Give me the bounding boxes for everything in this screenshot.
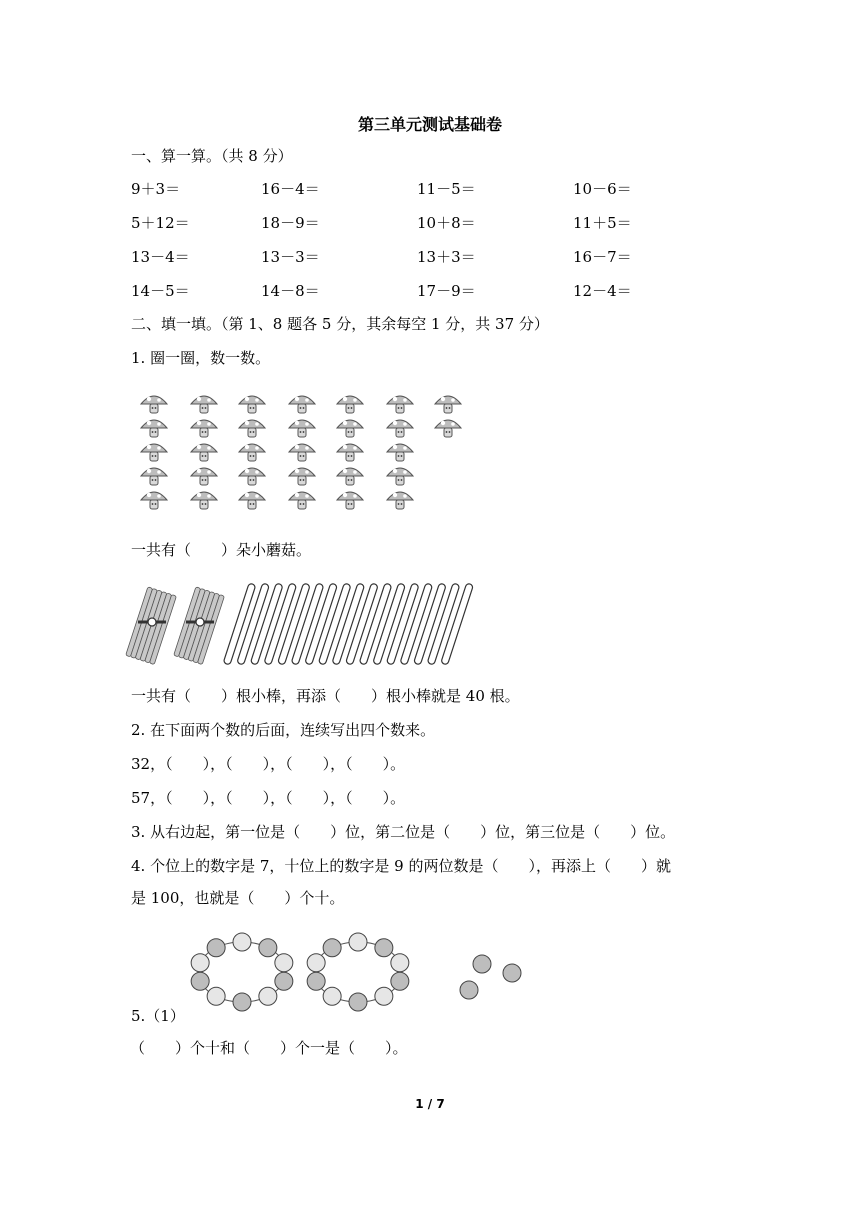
mushroom-icon bbox=[289, 444, 315, 461]
bead-icon bbox=[460, 981, 478, 999]
question-1-stick-count: 一共有（ ）根小棒，再添（ ）根小棒就是 40 根。 bbox=[131, 687, 520, 705]
mushroom-icon bbox=[191, 492, 217, 509]
calc-item: 12－4＝ bbox=[573, 282, 632, 300]
mushroom-icon bbox=[337, 420, 363, 437]
calc-item: 18－9＝ bbox=[261, 214, 320, 232]
mushroom-icon bbox=[387, 396, 413, 413]
mushroom-icon bbox=[387, 492, 413, 509]
question-2-sequence-a: 32，（ ），（ ），（ ），（ ）。 bbox=[131, 755, 406, 773]
question-4-line-1: 4. 个位上的数字是 7，十位上的数字是 9 的两位数是（ ），再添上（ ）就 bbox=[131, 857, 671, 875]
stick-bundle-icon bbox=[126, 587, 177, 665]
calc-item: 14－8＝ bbox=[261, 282, 320, 300]
mushroom-icon bbox=[239, 492, 265, 509]
question-1-mushroom-count: 一共有（ ）朵小蘑菇。 bbox=[131, 541, 312, 559]
bead-icon bbox=[473, 955, 491, 973]
calc-row bbox=[131, 212, 651, 234]
calc-item: 17－9＝ bbox=[417, 282, 476, 300]
question-2: 2. 在下面两个数的后面，连续写出四个数来。 bbox=[131, 721, 436, 739]
page-title: 第三单元测试基础卷 bbox=[357, 115, 502, 134]
stick-bundle-icon bbox=[174, 587, 225, 665]
mushroom-icon bbox=[239, 420, 265, 437]
mushroom-icon bbox=[387, 420, 413, 437]
calc-item: 13－3＝ bbox=[261, 248, 320, 266]
calc-item: 16－4＝ bbox=[261, 180, 320, 198]
mushroom-icon bbox=[239, 444, 265, 461]
mushroom-icon bbox=[141, 492, 167, 509]
question-4-line-2: 是 100，也就是（ ）个十。 bbox=[131, 889, 345, 907]
calc-item: 9＋3＝ bbox=[131, 180, 181, 198]
calc-item: 13－4＝ bbox=[131, 248, 190, 266]
mushroom-icon bbox=[191, 468, 217, 485]
mushroom-icon bbox=[435, 420, 461, 437]
calc-item: 11＋5＝ bbox=[573, 214, 632, 232]
calc-row bbox=[131, 280, 651, 302]
sticks-bundle-image bbox=[128, 576, 488, 672]
mushroom-icon bbox=[239, 468, 265, 485]
mushroom-icon bbox=[191, 444, 217, 461]
mushroom-icon bbox=[239, 396, 265, 413]
bead-loop-icon bbox=[191, 933, 293, 1011]
calc-item: 10－6＝ bbox=[573, 180, 632, 198]
calc-row bbox=[131, 178, 651, 200]
mushroom-icon bbox=[435, 396, 461, 413]
mushroom-icon bbox=[191, 396, 217, 413]
mushroom-icon bbox=[337, 492, 363, 509]
calc-item: 11－5＝ bbox=[417, 180, 476, 198]
question-1: 1. 圈一圈，数一数。 bbox=[131, 349, 271, 367]
section-2-heading: 二、填一填。（第 1、8 题各 5 分，其余每空 1 分，共 37 分） bbox=[131, 315, 549, 333]
mushroom-icon bbox=[141, 420, 167, 437]
section-1-heading: 一、算一算。（共 8 分） bbox=[131, 147, 293, 165]
mushroom-grid-image bbox=[136, 388, 486, 520]
page-number: 1 / 7 bbox=[415, 1097, 445, 1111]
bead-loops-image bbox=[186, 924, 536, 1016]
mushroom-icon bbox=[141, 444, 167, 461]
question-5-answer: （ ）个十和（ ）个一是（ ）。 bbox=[130, 1039, 408, 1057]
question-3: 3. 从右边起，第一位是（ ）位，第二位是（ ）位，第三位是（ ）位。 bbox=[131, 823, 676, 841]
calc-item: 16－7＝ bbox=[573, 248, 632, 266]
calc-row bbox=[131, 246, 651, 268]
calc-item: 5＋12＝ bbox=[131, 214, 190, 232]
mushroom-icon bbox=[289, 396, 315, 413]
mushroom-icon bbox=[387, 468, 413, 485]
mushroom-icon bbox=[289, 468, 315, 485]
mushroom-icon bbox=[191, 420, 217, 437]
calc-item: 14－5＝ bbox=[131, 282, 190, 300]
mushroom-icon bbox=[337, 468, 363, 485]
mushroom-icon bbox=[289, 492, 315, 509]
mushroom-icon bbox=[141, 396, 167, 413]
question-2-sequence-b: 57，（ ），（ ），（ ），（ ）。 bbox=[131, 789, 406, 807]
calc-item: 13＋3＝ bbox=[417, 248, 476, 266]
mushroom-icon bbox=[289, 420, 315, 437]
bead-loop-icon bbox=[307, 933, 409, 1011]
calc-item: 10＋8＝ bbox=[417, 214, 476, 232]
bead-icon bbox=[503, 964, 521, 982]
mushroom-icon bbox=[141, 468, 167, 485]
question-5-label: 5.（1） bbox=[131, 1007, 185, 1025]
mushroom-icon bbox=[337, 444, 363, 461]
mushroom-icon bbox=[337, 396, 363, 413]
mushroom-icon bbox=[387, 444, 413, 461]
